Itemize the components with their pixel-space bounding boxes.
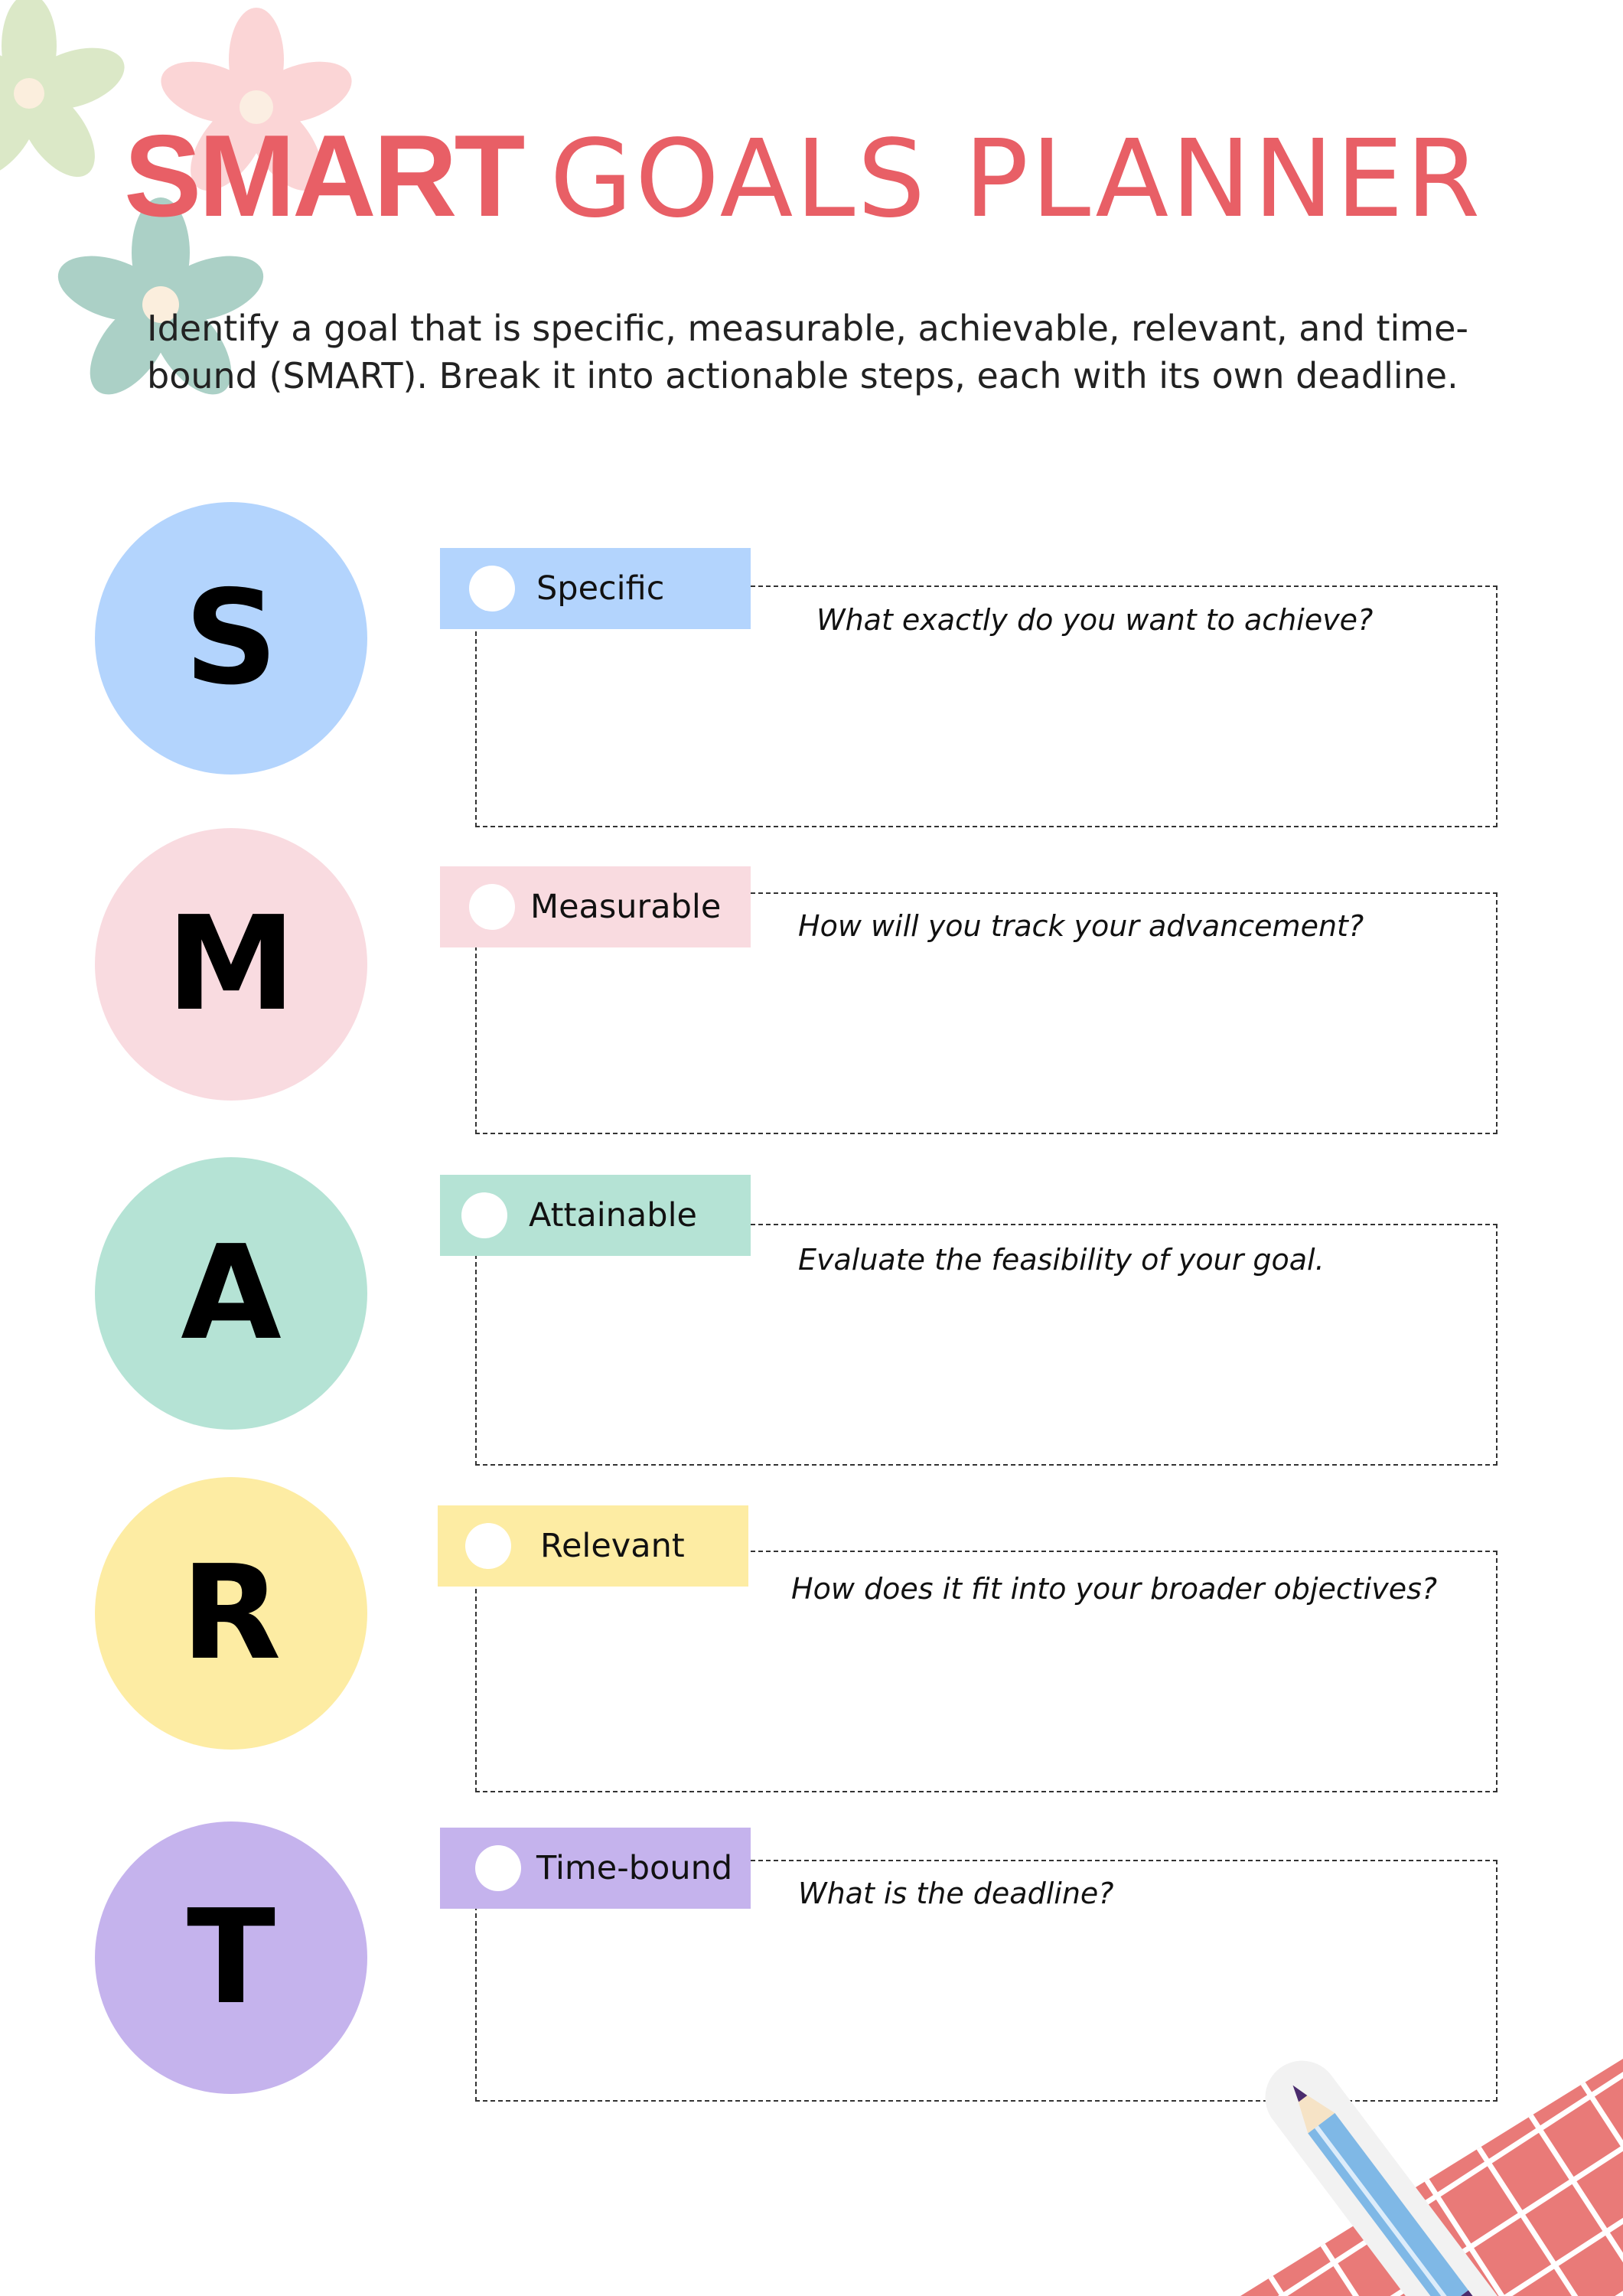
label-measurable bbox=[440, 866, 751, 947]
letter-a: A bbox=[181, 1218, 282, 1369]
prompt-measurable: How will you track your advancement? bbox=[798, 909, 1364, 943]
checkbox-circle-icon[interactable] bbox=[475, 1845, 521, 1891]
letter-m: M bbox=[166, 889, 296, 1040]
checkbox-circle-icon[interactable] bbox=[465, 1523, 511, 1569]
label-specific bbox=[440, 548, 751, 629]
label-text: Time-bound bbox=[536, 1849, 733, 1887]
prompt-specific: What exactly do you want to achieve? bbox=[816, 603, 1374, 637]
title-light: GOALS PLANNER bbox=[549, 117, 1483, 242]
letter-r: R bbox=[181, 1538, 282, 1689]
label-text: Measurable bbox=[530, 888, 722, 926]
label-text: Relevant bbox=[540, 1527, 685, 1565]
prompt-attainable: Evaluate the feasibility of your goal. bbox=[798, 1243, 1325, 1277]
label-text: Specific bbox=[536, 569, 665, 608]
prompt-relevant: How does it fit into your broader objectives? bbox=[791, 1572, 1438, 1606]
letter-circle-r bbox=[95, 1477, 367, 1750]
checkbox-circle-icon[interactable] bbox=[469, 884, 515, 930]
letter-circle-m bbox=[95, 828, 367, 1101]
letter-s: S bbox=[184, 563, 279, 714]
prompt-time-bound: What is the deadline? bbox=[798, 1877, 1114, 1910]
label-text: Attainable bbox=[529, 1196, 697, 1234]
pencil-icon bbox=[1194, 1975, 1623, 2296]
page-title bbox=[124, 111, 1578, 242]
letter-circle-s bbox=[95, 502, 367, 775]
intro-text: Identify a goal that is specific, measurable, achievable, relevant, and time-bound (SMART). Break it into actionable steps, each with its own deadline. bbox=[147, 308, 1468, 396]
letter-circle-t bbox=[95, 1821, 367, 2094]
label-relevant bbox=[438, 1505, 748, 1587]
letter-t: T bbox=[187, 1882, 275, 2033]
checkbox-circle-icon[interactable] bbox=[461, 1192, 507, 1238]
title-bold: SMART bbox=[124, 111, 523, 241]
label-attainable bbox=[440, 1175, 751, 1256]
label-time-bound bbox=[440, 1828, 751, 1909]
letter-circle-a bbox=[95, 1157, 367, 1430]
checkbox-circle-icon[interactable] bbox=[469, 566, 515, 612]
